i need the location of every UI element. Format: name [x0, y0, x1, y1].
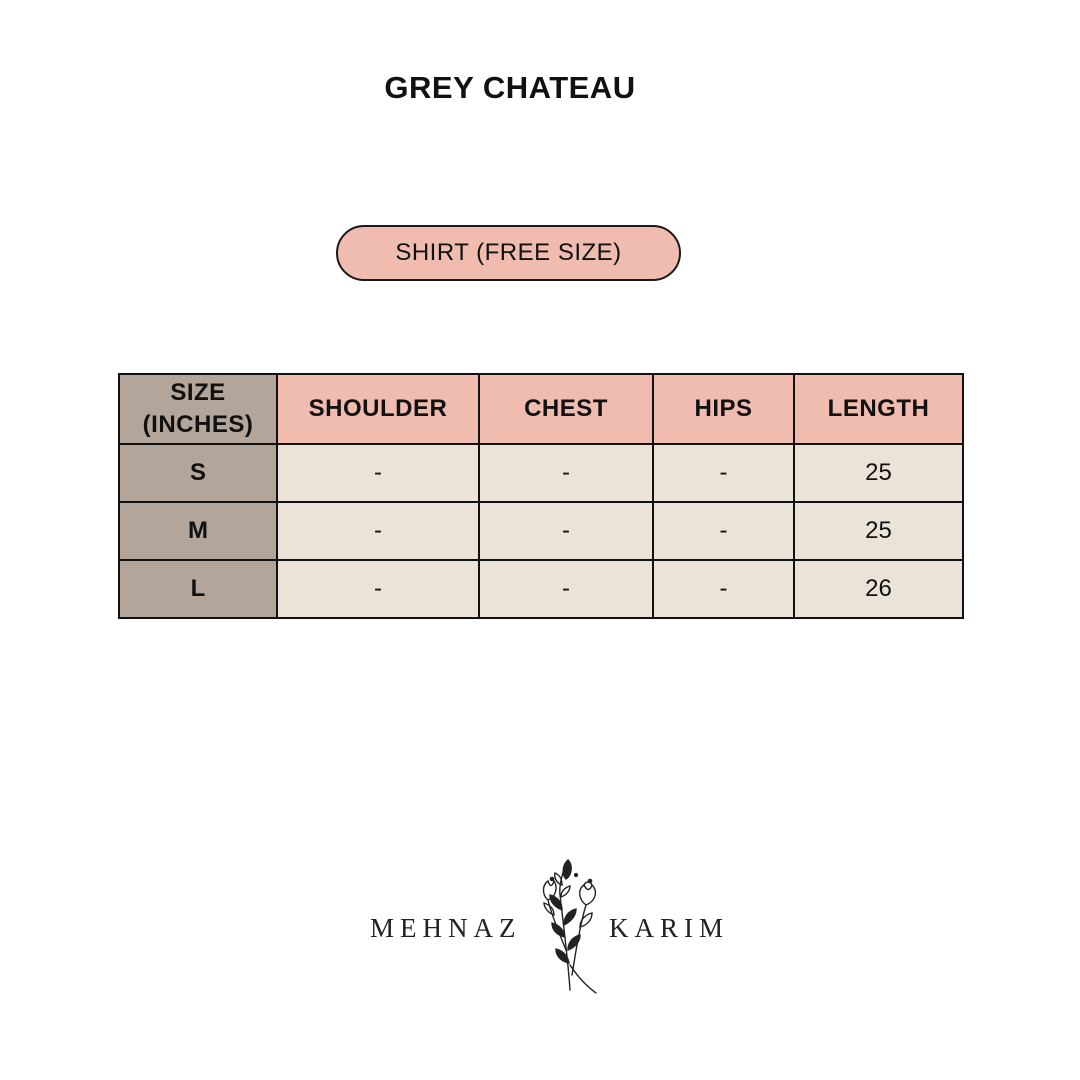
table-row — [119, 444, 963, 502]
length-value: 26 — [794, 560, 963, 618]
corner-line-1: SIZE — [170, 379, 226, 406]
hips-value: - — [653, 444, 794, 502]
chest-value: - — [479, 502, 653, 560]
hips-value: - — [653, 560, 794, 618]
page-title: GREY CHATEAU — [384, 70, 636, 105]
length-value: 25 — [794, 502, 963, 560]
size-label: M — [119, 502, 277, 560]
length-value: 25 — [794, 444, 963, 502]
hips-value: - — [653, 502, 794, 560]
table-header-row — [119, 374, 963, 444]
floral-sprig-icon — [540, 855, 604, 995]
size-chart-table — [118, 373, 964, 619]
length-header: LENGTH — [794, 374, 963, 444]
corner-line-2: (INCHES) — [142, 411, 254, 438]
section-label: SHIRT (FREE SIZE) — [395, 239, 622, 266]
table-row — [119, 560, 963, 618]
shoulder-value: - — [277, 444, 479, 502]
shoulder-header: SHOULDER — [277, 374, 479, 444]
chest-value: - — [479, 444, 653, 502]
table-row — [119, 502, 963, 560]
brand-name-left: MEHNAZ — [370, 913, 522, 943]
chest-value: - — [479, 560, 653, 618]
size-label: S — [119, 444, 277, 502]
size-label: L — [119, 560, 277, 618]
chest-header: CHEST — [479, 374, 653, 444]
brand-name-right: KARIM — [609, 913, 730, 943]
shoulder-value: - — [277, 502, 479, 560]
size-inches-header — [119, 374, 277, 444]
hips-header: HIPS — [653, 374, 794, 444]
section-label-pill — [336, 225, 681, 281]
shoulder-value: - — [277, 560, 479, 618]
brand-logo — [368, 855, 732, 995]
